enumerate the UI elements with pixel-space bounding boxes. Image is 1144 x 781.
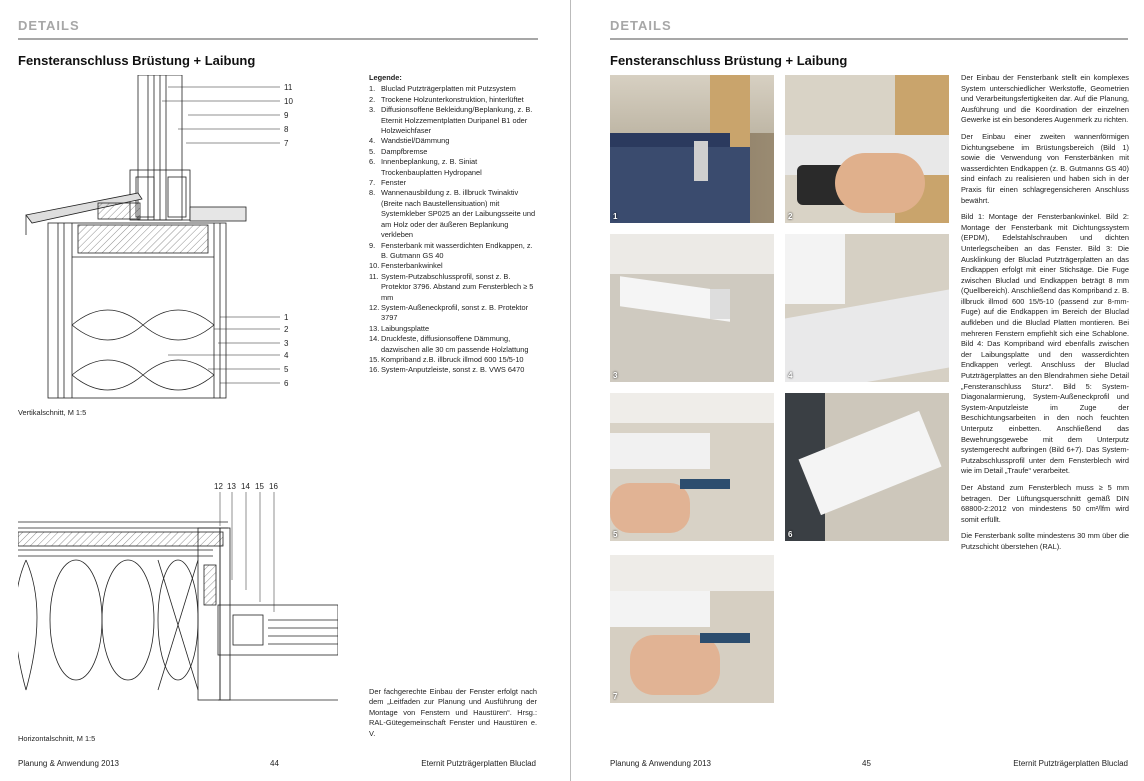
footer-left: Planung & Anwendung 2013 (610, 759, 711, 768)
photo-3 (610, 234, 774, 382)
photo-5 (610, 393, 774, 541)
legend-item: 10. Fensterbankwinkel (369, 261, 443, 271)
vertical-callout: 10 (284, 97, 293, 106)
paragraph: Der Abstand zum Fensterblech muss ≥ 5 mm betragen. Der Lüftungsquerschnitt gemäß DIN 68800-2:2012 von mindestens 50 cm²/lfm wird somit erfüllt. (961, 482, 1129, 524)
legend-item: 9. Fensterbank mit wasserdichten Endkappen, z. B. Gutmann GS 40 (369, 240, 533, 260)
vertical-callout: 1 (284, 313, 289, 322)
vertical-callout: 2 (284, 325, 289, 334)
legend-item: 12. System-Außeneckprofil, sonst z. B. Protektor 3797 (369, 302, 529, 323)
vertical-callout: 7 (284, 139, 289, 148)
vertical-callout: 9 (284, 111, 289, 120)
section-rule (610, 38, 1128, 40)
legend-item: 4. Wandstiel/Dämmung (369, 136, 450, 146)
footer-right: Eternit Putzträgerplatten Bluclad (421, 759, 536, 768)
legend-item: 1. Bluclad Putzträgerplatten mit Putzsystem (369, 84, 516, 94)
vertical-callout: 8 (284, 125, 289, 134)
vertical-section-drawing (18, 75, 318, 405)
page-title: Fensteranschluss Brüstung + Laibung (18, 53, 256, 68)
legend (369, 73, 537, 376)
body-text (961, 73, 1129, 559)
paragraph: Die Fensterbank sollte mindestens 30 mm über die Putzschicht überstehen (RAL). (961, 531, 1129, 551)
legend-item: 8. Wannenausbildung z. B. illbruck Twinaktiv (Breite nach Baustellensituation) mit Systemkleber SP025 an der Laibungsseite und am Holz oder der äußeren Beplankung verkleben (369, 188, 536, 240)
legend-item: 3. Diffusionsoffene Bekleidung/Beplankung, z. B. Eternit Holzzementplatten Duripanel B1 oder Holzweichfaser (369, 105, 533, 136)
vertical-callout: 11 (284, 83, 293, 92)
photo-number: 6 (788, 530, 793, 539)
legend-item: 15. Kompriband z.B. illbruck illmod 600 15/5-10 (369, 354, 524, 364)
legend-item: 11. System-Putzabschlussprofil, sonst z. B. Protektor 3796. Abstand zum Fensterblech ≥ 5 mm (369, 271, 534, 302)
photo-4 (785, 234, 949, 382)
paragraph: Bild 1: Montage der Fensterbankwinkel. Bild 2: Montage der Fensterbank mit Dichtungssystem (EPDM), Edelstahlschrauben und dichten Unterlegscheiben an das Fenster. Bild 3: Die Ausklinkung der Bluclad Putzträgerplatten an das Endkappen erfolgt mit einer Stichsäge. Die Fuge zwischen Bluclad und Endkappen beträgt 8 mm (Quellbereich). Anschließend das Kompriband z. B. illbruck illmod 600 15/5-10 (passend zur 8-mm-Fuge) auf die Endkappen im Bereich der Bluclad aufkleben und die Bluclad Platten montieren. Bei mehreren Fenstern empfiehlt sich eine Schablone. Bild 4: Das Kompriband wird ebenfalls zwischen der Laibungsplatte und den wasserdichten Endkappen verlegt. Anschluss der Bluclad Putzträgerplattes an den Blendrahmen siehe Detail „Fensteranschluss Sturz“. Bild 5: System-Diagonalarmierung, System-Außeneckprofil und System-Anputzleiste im Zuge der Beschichtungsarbeiten in den noch feuchten Unterputz einbetten. Anschließend das Bewehrungsgewebe mit dem Unterputz systemgerecht aufbringen (Bild 6+7). Das System-Putzabschlussprofil unter dem Fensterblech wird wie im Detail „Traufe“ verarbeitet. (961, 212, 1129, 476)
section-label: DETAILS (18, 18, 80, 33)
legend-item: 6. Innenbeplankung, z. B. Siniat Trockenbauplatten Hydropanel (369, 157, 482, 177)
photo-number: 5 (613, 530, 618, 539)
horizontal-callout: 12 (214, 482, 223, 491)
right-page (572, 0, 1144, 781)
ral-note: Der fachgerechte Einbau der Fenster erfolgt nach dem „Leitfaden zur Planung und Ausführung der Montage von Fenstern und Haustüren“. Hrsg.: RAL-Gütegemeinschaft Fenster und Haustüren e. V. (369, 687, 537, 738)
footer-right: Eternit Putzträgerplatten Bluclad (1013, 759, 1128, 768)
legend-item: 13. Laibungsplatte (369, 323, 430, 333)
paragraph: Der Einbau der Fensterbank stellt ein komplexes System unterschiedlicher Werkstoffe, Geometrien und Verarbeitungsfertigkeiten dar. Auf die Planung, Ausführung und die Koordination der einzelnen Gewerke ist ein besonderes Augenmerk zu richten. (961, 73, 1129, 125)
horizontal-section-drawing (18, 480, 338, 730)
photo-number: 3 (613, 371, 618, 380)
legend-item: 7. Fenster (369, 178, 407, 188)
section-rule (18, 38, 538, 40)
photo-number: 7 (613, 692, 618, 701)
section-label: DETAILS (610, 18, 672, 33)
photo-6 (785, 393, 949, 541)
paragraph: Der Einbau einer zweiten wannenförmigen Dichtungsebene im Brüstungsbereich (Bild 1) sowie die Verwendung von Fensterbänken mit wasserdichten Endkappen (z. B. Gutmanns GS 40) sind einfach zu realisieren und haben sich in der Praxis für einen schlagregensicheren Anschluss bewährt. (961, 131, 1129, 205)
legend-item: 2. Trockene Holzunterkonstruktion, hinterlüftet (369, 94, 524, 104)
horizontal-callout: 15 (255, 482, 264, 491)
horizontal-section-caption: Horizontalschnitt, M 1:5 (18, 734, 96, 743)
legend-title: Legende: (369, 73, 402, 82)
photo-7 (610, 555, 774, 703)
page-number: 45 (862, 759, 871, 768)
horizontal-callout: 14 (241, 482, 250, 491)
horizontal-callout: 13 (227, 482, 236, 491)
page-number: 44 (270, 759, 279, 768)
vertical-callout: 6 (284, 379, 289, 388)
photo-1 (610, 75, 774, 223)
left-page (0, 0, 571, 781)
legend-item: 14. Druckfeste, diffusionsoffene Dämmung, dazwischen alle 30 cm passende Holzlattung (369, 334, 529, 354)
photo-number: 1 (613, 212, 618, 221)
legend-item: 16. System-Anputzleiste, sonst z. B. VWS 6470 (369, 365, 525, 375)
vertical-section-caption: Vertikalschnitt, M 1:5 (18, 408, 87, 417)
legend-item: 5. Dampfbremse (369, 146, 428, 156)
vertical-callout: 5 (284, 365, 289, 374)
horizontal-callout: 16 (269, 482, 278, 491)
vertical-callout: 3 (284, 339, 289, 348)
photo-number: 4 (788, 371, 793, 380)
photo-2 (785, 75, 949, 223)
footer-left: Planung & Anwendung 2013 (18, 759, 119, 768)
page-title: Fensteranschluss Brüstung + Laibung (610, 53, 848, 68)
photo-number: 2 (788, 212, 793, 221)
vertical-callout: 4 (284, 351, 289, 360)
